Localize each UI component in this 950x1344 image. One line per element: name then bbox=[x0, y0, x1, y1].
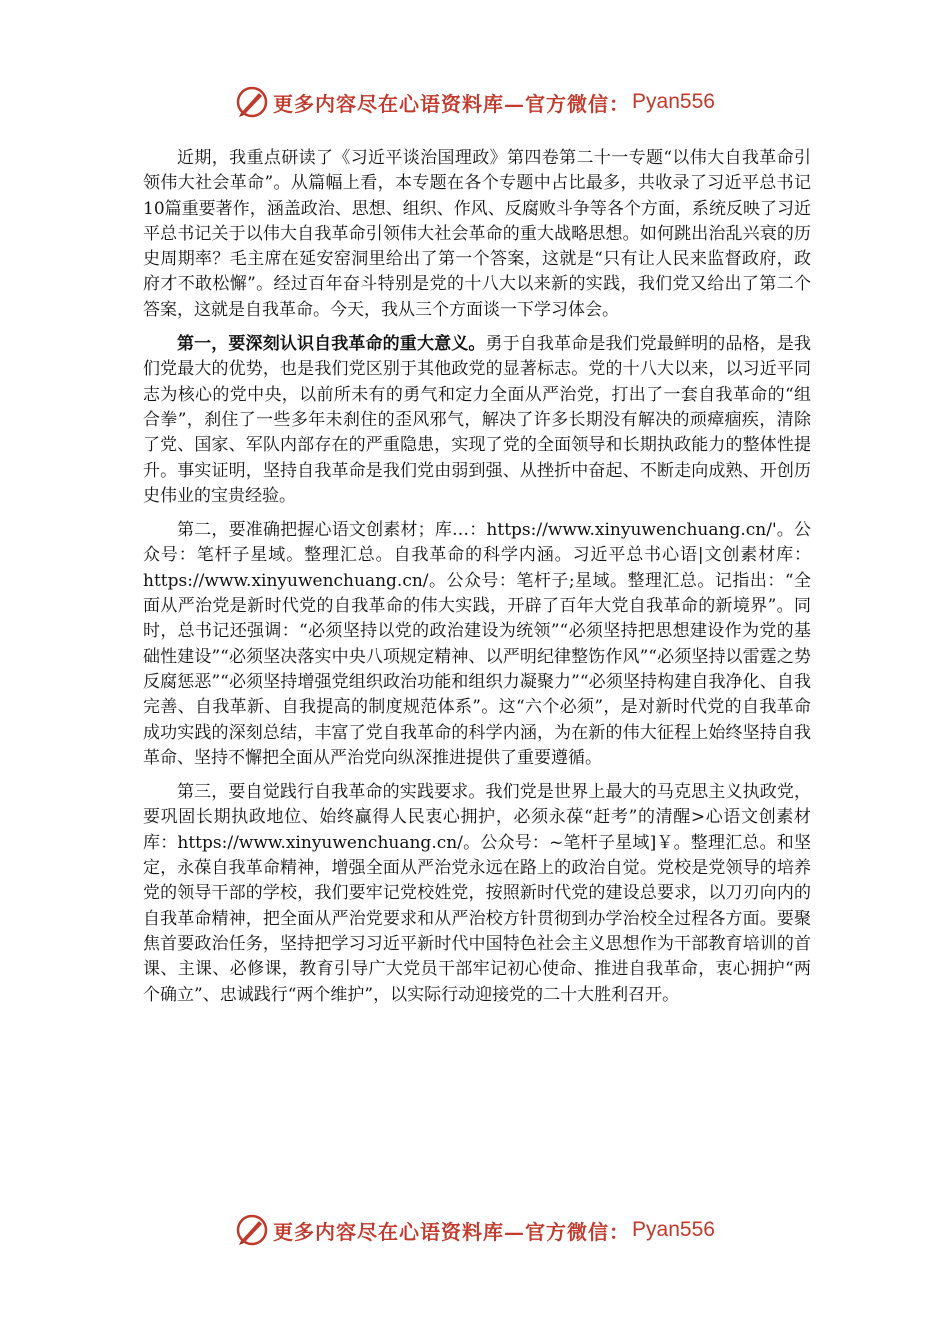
pen-logo-icon bbox=[235, 85, 269, 119]
wechat-id: Pyan556 bbox=[632, 1218, 715, 1241]
banner-text: 更多内容尽在心语资料库—官方微信： bbox=[273, 1219, 631, 1244]
wechat-id: Pyan556 bbox=[632, 90, 715, 113]
article-body bbox=[143, 146, 811, 1017]
paragraph-second: 第二，要准确把握心语文创素材；库…：https://www.xinyuwenchuang.cn/'。公众号：笔杆子星域。整理汇总。自我革命的科学内涵。习近平总书心语|文创素材库：https://www.xinyuwenchuang.cn/。公众号：笔杆子;星域。整理汇总。记指出：“全面从严治党是新时代党的自我革命的伟大实践，开辟了百年大党自我革命的新境界”。同时，总书记还强调：“必须坚持以党的政治建设为统领”“必须坚持把思想建设作为党的基础性建设”“必须坚决落实中央八项规定精神、以严明纪律整饬作风”“必须坚持以雷霆之势反腐惩恶”“必须坚持增强党组织政治功能和组织力凝聚力”“必须坚持构建自我净化、自我完善、自我革新、自我提高的制度规范体系”。这“六个必须”，是对新时代党的自我革命成功实践的深刻总结，丰富了党自我革命的科学内涵，为在新的伟大征程上始终坚持自我革命、坚持不懈把全面从严治党向纵深推进提供了重要遵循。 bbox=[143, 520, 811, 768]
paragraph-first-heading: 第一，要深刻认识自我革命的重大意义。 bbox=[177, 334, 486, 355]
paragraph-first bbox=[143, 332, 811, 509]
paragraph-first-text: 勇于自我革命是我们党最鲜明的品格，是我们党最大的优势，也是我们党区别于其他政党的显著标志。党的十八大以来，以习近平同志为核心的党中央，以前所未有的勇气和定力全面从严治党，打出了一套自我革命的“组合拳”，刹住了一些多年未刹住的歪风邪气，解决了许多长期没有解决的顽瘴痼疾，清除了党、国家、军队内部存在的严重隐患，实现了党的全面领导和长期执政能力的整体性提升。事实证明，坚持自我革命是我们党由弱到强、从挫折中奋起、不断走向成熟、开创历史伟业的宝贵经验。 bbox=[143, 334, 811, 506]
paragraph-third: 第三，要自觉践行自我革命的实践要求。我们党是世界上最大的马克思主义执政党，要巩固长期执政地位、始终赢得人民衷心拥护，必须永葆“赶考”的清醒>心语文创素材库：https://www.xinyuwenchuang.cn/。公众号：~笔杆子星域]￥。整理汇总。和坚定，永葆自我革命精神，增强全面从严治党永远在路上的政治自觉。党校是党领导的培养党的领导干部的学校，我们要牢记党校姓党，按照新时代党的建设总要求，以刀刃向内的自我革命精神，把全面从严治党要求和从严治校方针贯彻到办学治校全过程各方面。要聚焦首要政治任务，坚持把学习习近平新时代中国特色社会主义思想作为干部教育培训的首课、主课、必修课，教育引导广大党员干部牢记初心使命、推进自我革命，衷心拥护“两个确立”、忠诚践行“两个维护”，以实际行动迎接党的二十大胜利召开。 bbox=[143, 782, 811, 1005]
banner-text: 更多内容尽在心语资料库—官方微信： bbox=[273, 91, 631, 116]
footer-banner bbox=[0, 1210, 950, 1250]
pen-logo-icon bbox=[235, 1213, 269, 1247]
header-banner bbox=[0, 82, 950, 122]
paragraph-intro: 近期，我重点研读了《习近平谈治国理政》第四卷第二十一专题“以伟大自我革命引领伟大社会革命”。从篇幅上看，本专题在各个专题中占比最多，共收录了习近平总书记10篇重要著作，涵盖政治、思想、组织、作风、反腐败斗争等各个方面，系统反映了习近平总书记关于以伟大自我革命引领伟大社会革命的重大战略思想。如何跳出治乱兴衰的历史周期率？毛主席在延安窑洞里给出了第一个答案，这就是“只有让人民来监督政府，政府才不敢松懈”。经过百年奋斗特别是党的十八大以来新的实践，我们党又给出了第二个答案，这就是自我革命。今天，我从三个方面谈一下学习体会。 bbox=[143, 148, 811, 320]
